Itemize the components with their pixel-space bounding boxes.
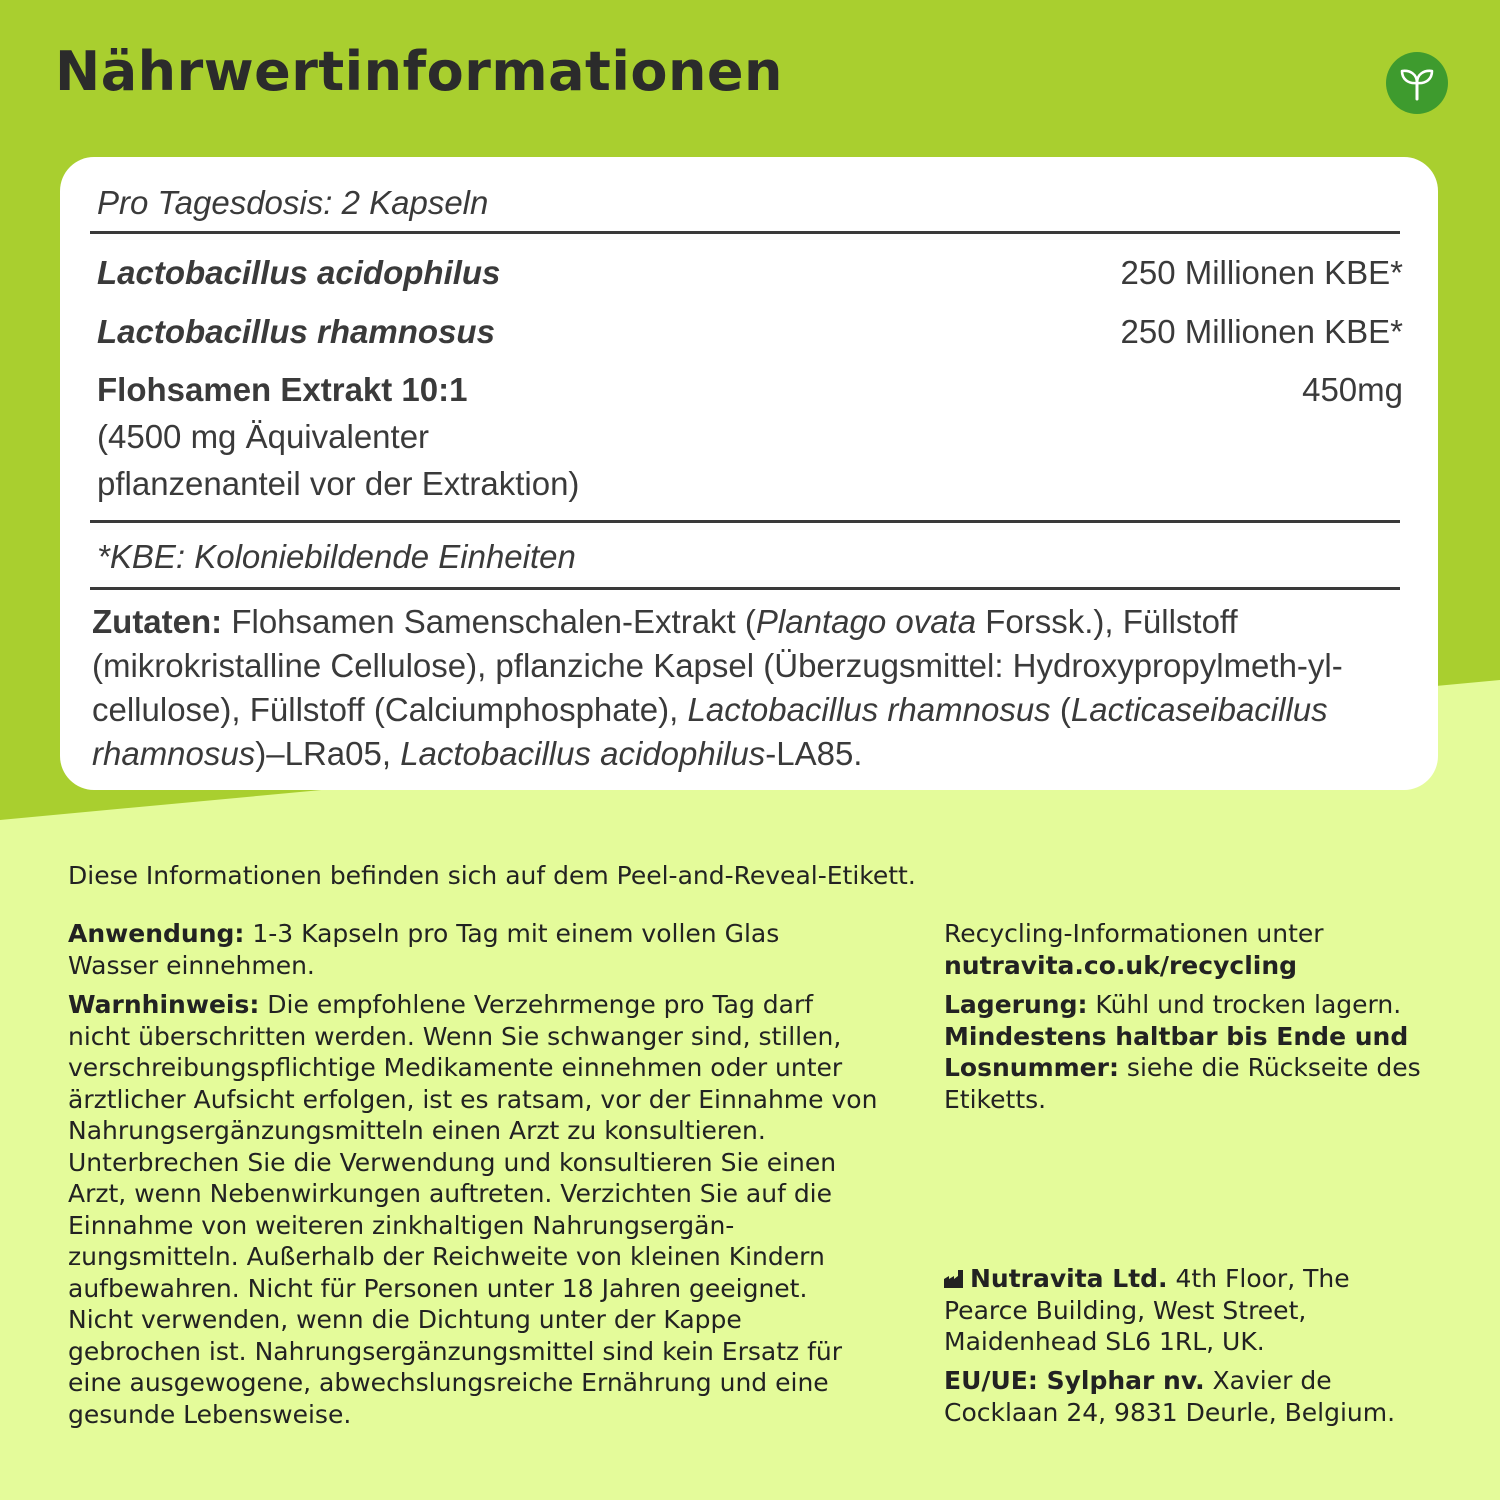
nutrient-subtext: pflanzenanteil vor der Extraktion)	[97, 465, 580, 502]
usage-text	[68, 918, 868, 981]
eu-address: Xavier de Cocklaan 24, 9831 Deurle, Belgium.	[944, 1366, 1396, 1427]
page-title: Nährwertinformationen	[55, 40, 783, 103]
divider	[90, 587, 1400, 590]
ingredients-italic: Lactobacillus rhamnosus	[687, 691, 1051, 728]
nutrient-amount: 250 Millionen KBE*	[1120, 254, 1403, 291]
nutrition-card	[60, 157, 1438, 790]
recycling-text: Recycling-Informationen unter	[944, 919, 1324, 948]
serving-size: Pro Tagesdosis: 2 Kapseln	[97, 184, 489, 221]
storage-body: Kühl und trocken lagern.	[1087, 990, 1402, 1019]
leaf-sprout-icon	[1397, 63, 1437, 103]
ingredients-text: Forssk.), Füllstoff (mikrokristalline Cellulose), pflanziche Kapsel (Überzugsmittel: Hydroxypropylmeth-yl- cellulose), Füllstoff (Calciumphosphate),	[92, 603, 1343, 728]
ingredients-text: )–LRa05,	[255, 735, 401, 772]
storage-label: Lagerung:	[944, 990, 1088, 1019]
footnote: *KBE: Koloniebildende Einheiten	[97, 538, 576, 575]
warning-text	[68, 989, 880, 1430]
ingredients-italic: Lacticaseibacillus rhamnosus	[92, 691, 1328, 772]
ingredients-text: (	[1050, 691, 1071, 728]
ingredients	[92, 600, 1402, 776]
usage-label: Anwendung:	[68, 919, 245, 948]
eu-representative	[944, 1365, 1424, 1428]
factory-icon	[944, 1270, 964, 1288]
best-before-body: siehe die Rückseite des Etiketts.	[944, 1053, 1421, 1114]
nutrient-subtext: (4500 mg Äquivalenter	[97, 418, 430, 455]
nutrient-amount: 450mg	[1302, 371, 1403, 408]
warning-body: Die empfohlene Verzehrmenge pro Tag darf nicht überschritten werden. Wenn Sie schwanger sind, stillen, verschreibungspflichtige Medikamente einnehmen oder unter ärztlicher Aufsicht erfolgen, ist es ratsam, vor der Einnahme von Nahrungsergänzungsmitteln einen Arzt zu konsultieren. Unterbrechen Sie die Verwendung und konsultieren Sie einen Arzt, wenn Nebenwirkungen auftreten. Verzichten Sie auf die Einnahme von weiteren zinkhaltigen Nahrungsergän- zungsmitteln. Außerhalb der Reichweite von kleinen Kindern aufbewahren. Nicht für Personen unter 18 Jahren geeignet. Nicht verwenden, wenn die Dichtung unter der Kappe gebrochen ist. Nahrungsergänzungsmittel sind kein Ersatz für eine ausgewogene, abwechslungsreiche Ernährung und eine gesunde Lebensweise.	[68, 990, 878, 1429]
warning-label: Warnhinweis:	[68, 990, 260, 1019]
ingredients-label: Zutaten:	[92, 603, 223, 640]
ingredients-italic: Plantago ovata	[755, 603, 977, 640]
manufacturer-info	[944, 1263, 1424, 1358]
nutrient-name: Flohsamen Extrakt 10:1	[97, 371, 468, 408]
leaf-badge	[1386, 52, 1448, 114]
manufacturer-address: 4th Floor, The Pearce Building, West Street, Maidenhead SL6 1RL, UK.	[944, 1264, 1350, 1356]
eu-label: EU/UE: Sylphar nv.	[944, 1366, 1205, 1395]
divider	[90, 520, 1400, 523]
divider	[90, 231, 1400, 234]
ingredients-text: Flohsamen Samenschalen-Extrakt (	[222, 603, 756, 640]
storage-info	[944, 989, 1424, 1115]
nutrient-name: Lactobacillus rhamnosus	[97, 313, 495, 350]
ingredients-text: -LA85.	[765, 735, 863, 772]
peel-note: Diese Informationen befinden sich auf dem Peel-and-Reveal-Etikett.	[68, 861, 916, 890]
recycling-info	[944, 918, 1424, 981]
recycling-link[interactable]: nutravita.co.uk/recycling	[944, 950, 1298, 980]
manufacturer-name: Nutravita Ltd.	[970, 1264, 1168, 1293]
nutrient-amount: 250 Millionen KBE*	[1120, 313, 1403, 350]
best-before-label: Mindestens haltbar bis Ende und Losnummer:	[944, 1021, 1409, 1082]
ingredients-italic: Lactobacillus acidophilus	[400, 735, 766, 772]
nutrient-name: Lactobacillus acidophilus	[97, 254, 501, 291]
usage-body: 1-3 Kapseln pro Tag mit einem vollen Glas Wasser einnehmen.	[68, 919, 780, 980]
